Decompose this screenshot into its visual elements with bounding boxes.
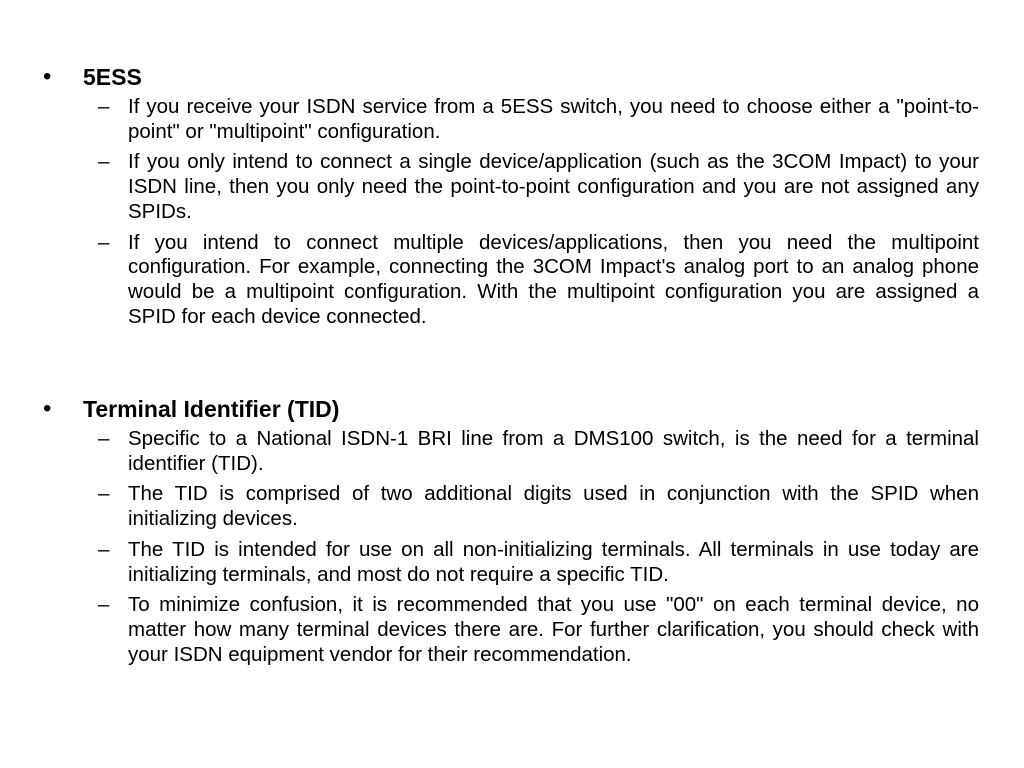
bullet-row [0, 62, 1024, 92]
sub-bullet-text: The TID is comprised of two additional digits used in conjunction with the SPID when initializing devices. [128, 482, 979, 531]
bullet-icon: • [43, 63, 52, 90]
sub-bullet-item [0, 427, 1024, 476]
dash-icon: – [98, 150, 110, 174]
sub-bullet-item [0, 482, 1024, 531]
sub-bullet-text: To minimize confusion, it is recommended that you use "00" on each terminal device, no matter how many terminal devices there are. For further clarification, you should check with your ISDN equipment vendor for their recommendation. [128, 593, 979, 666]
sub-bullet-item [0, 538, 1024, 587]
dash-icon: – [98, 427, 110, 450]
sub-bullet-item [0, 231, 1024, 330]
dash-icon: – [98, 482, 110, 506]
dash-icon: – [98, 593, 110, 617]
section-heading: 5ESS [83, 64, 142, 90]
bullet-icon: • [43, 395, 52, 422]
section-terminal-identifier [0, 394, 1024, 673]
dash-icon: – [98, 537, 110, 561]
sub-bullet-item [0, 593, 1024, 667]
dash-icon: – [98, 230, 110, 254]
sub-bullet-text: The TID is intended for use on all non-initializing terminals. All terminals in use today are initializing terminals, and most do not require a specific TID. [128, 537, 979, 586]
sub-bullet-text: Specific to a National ISDN-1 BRI line from a DMS100 switch, is the need for a terminal identifier (TID). [128, 427, 979, 475]
sub-bullet-text: If you receive your ISDN service from a 5ESS switch, you need to choose either a "point-to-point" or "multipoint" configuration. [128, 95, 979, 143]
sub-bullet-list [0, 427, 1024, 667]
section-heading: Terminal Identifier (TID) [83, 396, 340, 422]
sub-bullet-text: If you only intend to connect a single device/application (such as the 3COM Impact) to your ISDN line, then you only need the point-to-point configuration and you are not assigned any SPIDs. [128, 150, 979, 223]
section-5ess [0, 62, 1024, 335]
sub-bullet-item [0, 150, 1024, 224]
dash-icon: – [98, 95, 110, 118]
sub-bullet-text: If you intend to connect multiple devices/applications, then you need the multipoint configuration. For example, connecting the 3COM Impact's analog port to an analog phone would be a multipoint configuration. With the multipoint configuration you are assigned a SPID for each device connected. [128, 230, 979, 328]
sub-bullet-list [0, 95, 1024, 329]
bullet-row [0, 394, 1024, 424]
sub-bullet-item [0, 95, 1024, 144]
